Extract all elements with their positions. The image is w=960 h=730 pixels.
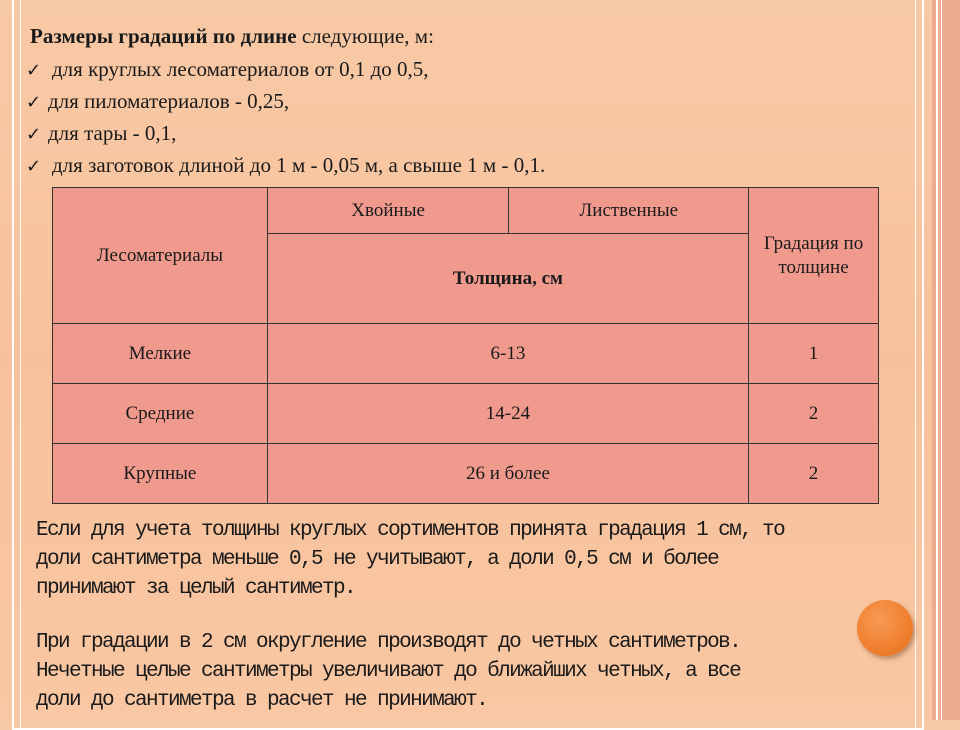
checkmark-icon: ✓ xyxy=(26,92,42,113)
row-gradation: 2 xyxy=(749,384,879,444)
header-lumber: Лесоматериалы xyxy=(53,188,268,324)
paragraph-rounding-2cm xyxy=(36,628,740,715)
heading-rest: следующие, м: xyxy=(296,24,434,48)
list-item xyxy=(26,118,545,150)
right-decor-line xyxy=(936,0,938,720)
row-gradation: 1 xyxy=(749,324,879,384)
paragraph-line: доли сантиметра меньше 0,5 не учитывают, а доли 0,5 см и более xyxy=(36,548,719,571)
checkmark-icon: ✓ xyxy=(26,60,42,81)
table-row xyxy=(53,324,879,384)
row-thickness: 14-24 xyxy=(267,384,748,444)
paragraph-line: Если для учета толщины круглых сортиментов принята градация 1 см, то xyxy=(36,519,785,542)
slide-heading xyxy=(30,22,434,50)
paragraph-line: При градации в 2 см округление производят до четных сантиметров. xyxy=(36,631,741,654)
bullet-list xyxy=(26,54,545,182)
list-item xyxy=(26,150,545,182)
row-thickness: 26 и более xyxy=(267,444,748,504)
right-decor-line xyxy=(941,0,942,720)
header-gradation: Градация по толщине xyxy=(749,188,879,324)
row-gradation: 2 xyxy=(749,444,879,504)
row-name: Мелкие xyxy=(53,324,268,384)
gradation-table xyxy=(52,187,879,504)
bullet-text: для круглых лесоматериалов от 0,1 до 0,5, xyxy=(52,57,429,81)
header-deciduous: Лиственные xyxy=(509,188,749,234)
paragraph-line: принимают за целый сантиметр. xyxy=(36,577,356,600)
paragraph-line: Нечетные целые сантиметры увеличивают до ближайших четных, а все xyxy=(36,660,741,683)
table-row xyxy=(53,384,879,444)
row-name: Средние xyxy=(53,384,268,444)
header-thickness: Толщина, см xyxy=(267,234,748,324)
table-row xyxy=(53,444,879,504)
checkmark-icon: ✓ xyxy=(26,124,42,145)
row-thickness: 6-13 xyxy=(267,324,748,384)
bullet-text: для тары - 0,1, xyxy=(48,121,177,145)
list-item xyxy=(26,54,545,86)
paragraph-rounding-1cm xyxy=(36,516,784,603)
decorative-circle-icon xyxy=(857,600,913,656)
table-header-row xyxy=(53,188,879,234)
list-item xyxy=(26,86,545,118)
checkmark-icon: ✓ xyxy=(26,156,42,177)
bullet-text: для заготовок длиной до 1 м - 0,05 м, а свыше 1 м - 0,1. xyxy=(52,153,546,177)
paragraph-line: доли до сантиметра в расчет не принимают. xyxy=(36,689,488,712)
row-name: Крупные xyxy=(53,444,268,504)
heading-bold: Размеры градаций по длине xyxy=(30,24,297,48)
header-conifer: Хвойные xyxy=(267,188,509,234)
bullet-text: для пиломатериалов - 0,25, xyxy=(48,89,290,113)
